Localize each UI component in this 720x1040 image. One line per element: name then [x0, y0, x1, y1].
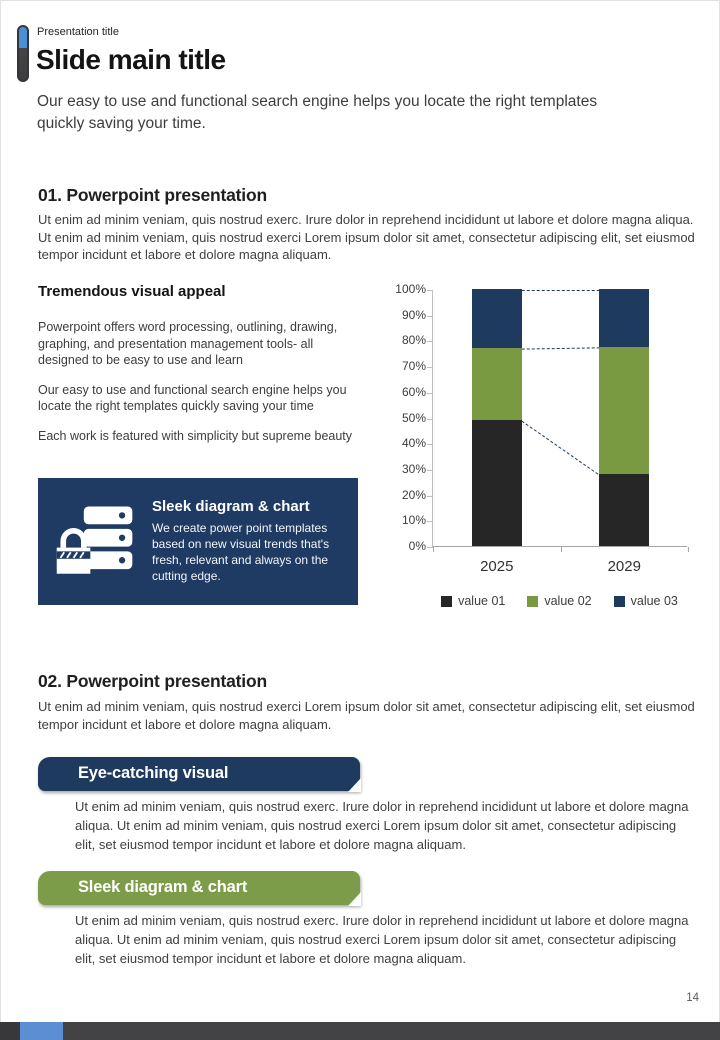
y-axis-tick-label: 100% [395, 282, 426, 296]
callout-title: Sleek diagram & chart [152, 498, 310, 516]
title-accent-marker [17, 25, 29, 82]
ribbon-eye-catching-visual [38, 757, 360, 791]
legend-item [441, 594, 505, 608]
presentation-title: Presentation title [37, 26, 119, 38]
y-axis-tick-label: 20% [401, 487, 426, 502]
secure-server-icon [52, 499, 138, 585]
chart-plot [395, 282, 687, 575]
y-axis-tick-label: 90% [401, 307, 426, 322]
y-axis-tick-label: 0% [408, 539, 426, 553]
y-axis-tick-label: 10% [401, 513, 426, 528]
section-1-body: Ut enim ad minim veniam, quis nostrud exerc. Irure dolor in reprehend incididunt ut labore et dolore magna aliqua. Ut enim ad minim veniam, quis nostrud exerci Lorem ipsum dolor sit amet, consectetur adipiscing elit, set eiusmod tempor incidunt et labore et dolore magna aliquam. [38, 212, 695, 263]
ribbon-1-body: Ut enim ad minim veniam, quis nostrud exerc. Irure dolor in reprehend incididunt ut labore et dolore magna aliqua. Ut enim ad minim veniam, quis nostrud exerci Lorem ipsum dolor sit amet, consectetur adipiscing elit, set eiusmod tempor incidunt et labore et dolore magna aliquam. [75, 799, 689, 852]
ribbon-title: Eye-catching visual [78, 764, 229, 782]
slide-subtitle: Our easy to use and functional search engine helps you locate the right templates quickly saving your time. [37, 93, 598, 132]
legend-label: value 01 [458, 594, 506, 608]
chart-legend [432, 594, 687, 608]
stacked-column-chart [388, 282, 708, 608]
footer-bar-accent-segment [20, 1022, 63, 1040]
visual-appeal-paragraph: Powerpoint offers word processing, outlining, drawing, graphing, and presentation management tools- all designed to be easy to use and learn [38, 320, 338, 367]
y-axis-tick-label: 60% [401, 384, 426, 399]
x-axis-label: 2025 [480, 558, 514, 575]
ribbon-title: Sleek diagram & chart [78, 878, 248, 896]
legend-swatch [441, 596, 452, 607]
y-axis-tick-label: 80% [401, 333, 426, 348]
x-axis-tick-mark [433, 547, 434, 552]
callout-body: We create power point templates based on new visual trends that's fresh, relevant and always on the cutting edge. [152, 521, 330, 583]
footer-bar [0, 1022, 720, 1040]
y-axis-tick-label: 50% [401, 410, 426, 425]
legend-label: value 02 [544, 594, 592, 608]
callout-box [38, 478, 358, 605]
visual-appeal-paragraph: Each work is featured with simplicity but supreme beauty [38, 428, 353, 443]
series-connector-lines [433, 290, 688, 547]
section-2-heading: 02. Powerpoint presentation [38, 671, 267, 691]
section-2-body: Ut enim ad minim veniam, quis nostrud exerci Lorem ipsum dolor sit amet, consectetur adipiscing elit, set eiusmod tempor incidunt et labore et dolore magna aliquam. [38, 699, 695, 732]
x-axis-tick-mark [688, 547, 689, 552]
visual-appeal-paragraph: Our easy to use and functional search engine helps you locate the right templates quickly saving your time [38, 382, 347, 413]
visual-appeal-heading: Tremendous visual appeal [38, 283, 226, 300]
legend-swatch [527, 596, 538, 607]
section-1-heading: 01. Powerpoint presentation [38, 185, 267, 205]
y-axis-tick-label: 40% [401, 436, 426, 451]
footer-bar-dark-segment [0, 1022, 20, 1040]
x-axis-tick-mark [561, 547, 562, 552]
slide-main-title: Slide main title [36, 44, 226, 75]
callout-text [152, 498, 350, 584]
ribbon-sleek-diagram-chart [38, 871, 360, 905]
legend-swatch [614, 596, 625, 607]
x-axis-label: 2029 [607, 558, 641, 575]
ribbon-2-body: Ut enim ad minim veniam, quis nostrud exerc. Irure dolor in reprehend incididunt ut labore et dolore magna aliqua. Ut enim ad minim veniam, quis nostrud exerci Lorem ipsum dolor sit amet, consectetur adipiscing elit, set eiusmod tempor incidunt et labore et dolore magna aliquam. [75, 913, 689, 966]
visual-appeal-paragraphs [38, 319, 363, 457]
y-axis-tick-label: 30% [401, 461, 426, 476]
legend-label: value 03 [630, 594, 678, 608]
y-axis-tick-label: 70% [401, 359, 426, 374]
legend-item [614, 594, 678, 608]
legend-item [527, 594, 591, 608]
page-number: 14 [686, 992, 699, 1004]
